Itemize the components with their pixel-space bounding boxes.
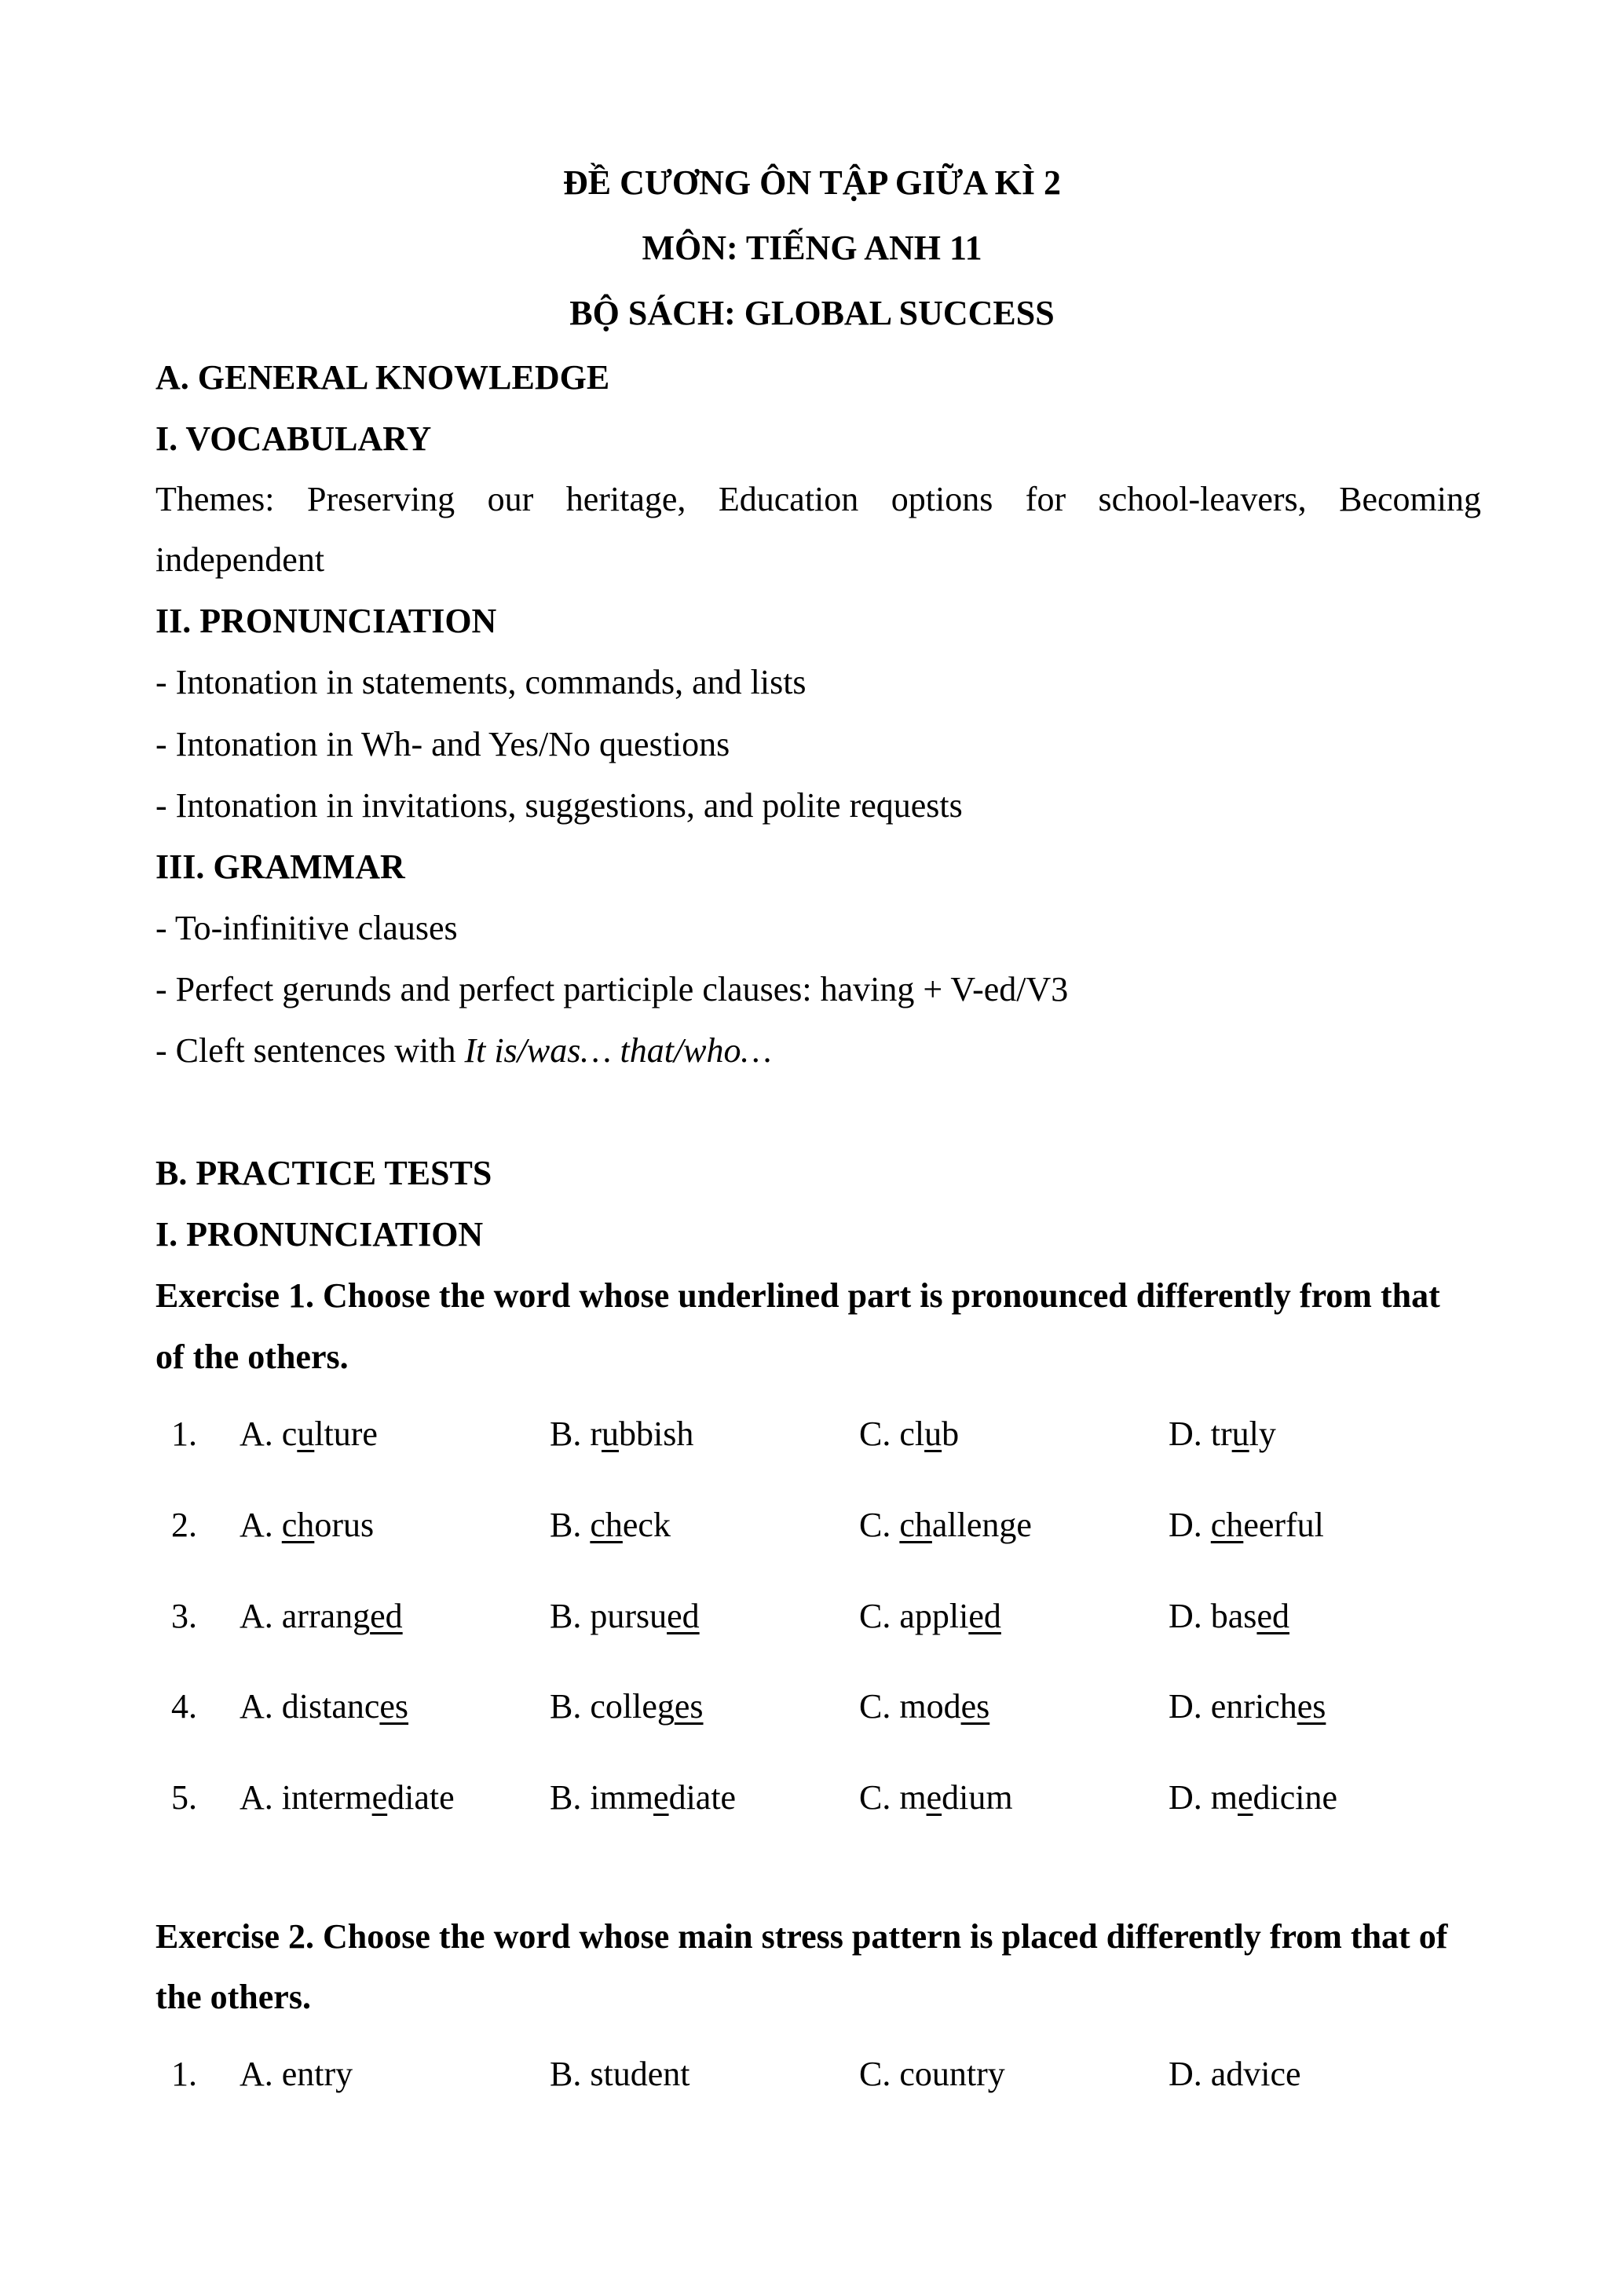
option-d: D. truly [1169,1415,1276,1453]
document-title: ĐỀ CƯƠNG ÔN TẬP GIỮA KÌ 2 [563,163,1061,202]
cleft-pattern-2: that/who… [620,1031,772,1070]
option-d: D. advice [1169,2055,1301,2093]
subject-title: MÔN: TIẾNG ANH 11 [642,229,982,267]
practice-pronunciation-heading: I. PRONUNCIATION [155,1215,484,1254]
option-b: B. pursued [550,1597,700,1635]
option-b: B. rubbish [550,1415,694,1453]
exercise2-instruction-line1: Exercise 2. Choose the word whose main stress pattern is placed differently from that of [155,1917,1448,1956]
option-d: D. cheerful [1169,1506,1324,1544]
vocabulary-themes-line2: independent [155,540,325,579]
option-c: C. challenge [859,1506,1032,1544]
cleft-pattern-1: It is/was… [464,1031,612,1070]
pronunciation-item: - Intonation in Wh- and Yes/No questions [155,725,730,763]
section-b-heading: B. PRACTICE TESTS [155,1154,492,1192]
option-a: A. intermediate [240,1778,455,1817]
option-c: C. country [859,2055,1005,2093]
question-number: 5. [171,1778,197,1817]
option-b: B. check [550,1506,671,1544]
option-c: C. applied [859,1597,1001,1635]
option-d: D. based [1169,1597,1289,1635]
grammar-item-cleft [155,1031,772,1070]
exercise1-instruction-line1: Exercise 1. Choose the word whose underlined part is pronounced differently from that [155,1276,1440,1315]
option-a: A. entry [240,2055,353,2093]
option-b: B. immediate [550,1778,737,1817]
option-a: A. chorus [240,1506,375,1544]
question-number: 1. [171,2055,197,2093]
question-number: 4. [171,1687,197,1726]
question-number: 1. [171,1415,197,1453]
cleft-space [612,1031,620,1070]
cleft-prefix: - Cleft sentences with [155,1031,465,1070]
option-a: A. distances [240,1687,409,1726]
pronunciation-heading: II. PRONUNCIATION [155,602,497,640]
pronunciation-item: - Intonation in statements, commands, and lists [155,663,807,701]
option-c: C. modes [859,1687,990,1726]
option-c: C. club [859,1415,960,1453]
vocabulary-themes-line1: Themes: Preserving our heritage, Education options for school-leavers, Becoming [155,480,1481,518]
vocabulary-heading: I. VOCABULARY [155,419,432,458]
question-number: 3. [171,1597,197,1635]
option-c: C. medium [859,1778,1013,1817]
grammar-item: - To-infinitive clauses [155,909,458,947]
option-b: B. student [550,2055,690,2093]
grammar-item: - Perfect gerunds and perfect participle clauses: having + V-ed/V3 [155,970,1069,1008]
question-number: 2. [171,1506,197,1544]
option-a: A. culture [240,1415,378,1453]
option-d: D. medicine [1169,1778,1338,1817]
option-d: D. enriches [1169,1687,1326,1726]
option-b: B. colleges [550,1687,704,1726]
grammar-heading: III. GRAMMAR [155,847,405,886]
section-a-heading: A. GENERAL KNOWLEDGE [155,358,610,397]
book-series-title: BỘ SÁCH: GLOBAL SUCCESS [569,294,1055,332]
pronunciation-item: - Intonation in invitations, suggestions, and polite requests [155,786,963,825]
exercise1-instruction-line2: of the others. [155,1338,349,1376]
option-a: A. arranged [240,1597,403,1635]
exercise2-instruction-line2: the others. [155,1978,311,2016]
